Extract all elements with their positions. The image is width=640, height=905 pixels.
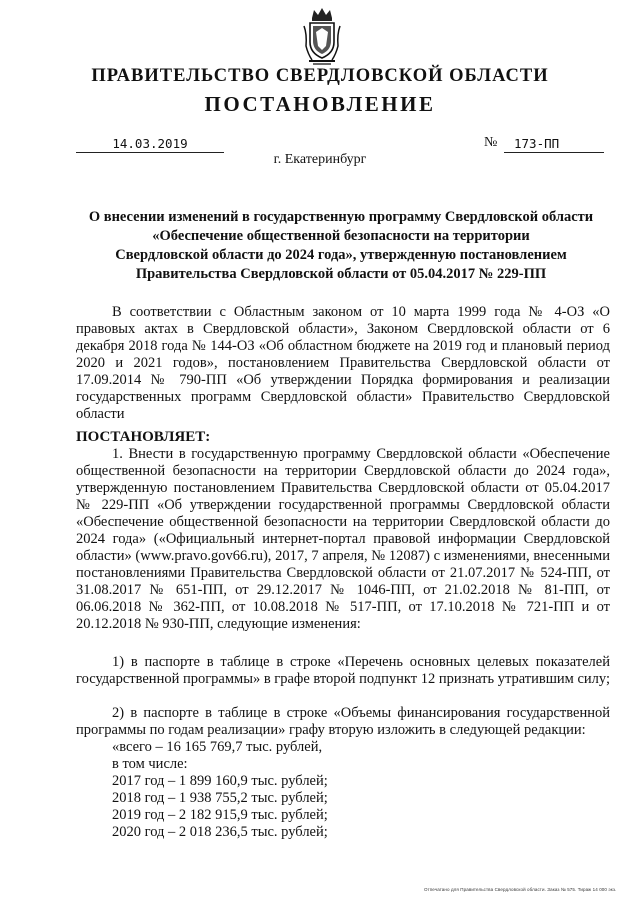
funding-line-2018: 2018 год – 1 938 755,2 тыс. рублей; — [112, 790, 328, 806]
funding-line-2020: 2020 год – 2 018 236,5 тыс. рублей; — [112, 824, 328, 840]
funding-line-2017: 2017 год – 1 899 160,9 тыс. рублей; — [112, 773, 328, 789]
funding-line-including: в том числе: — [112, 756, 188, 772]
decree-heading: ПОСТАНОВЛЯЕТ: — [76, 429, 211, 445]
document-type: ПОСТАНОВЛЕНИЕ — [204, 92, 436, 116]
document-date: 14.03.2019 — [76, 136, 224, 153]
organization-name: ПРАВИТЕЛЬСТВО СВЕРДЛОВСКОЙ ОБЛАСТИ — [91, 66, 549, 86]
subitem-2-paragraph: 2) в паспорте в таблице в строке «Объемы финансирования государственной программы по годам реализации» графу вторую изложить в следующей редакции: — [76, 705, 610, 738]
document-title: О внесении изменений в государственную программу Свердловской области «Обеспечение общественной безопасности на территории Свердловской области до 2024 года», утвержденную постановлением Правительства Свердловской области от 05.04.2017 № 229-ПП — [88, 209, 594, 282]
preamble-paragraph: В соответствии с Областным законом от 10 марта 1999 года № 4-ОЗ «О правовых актах в Свердловской области», Законом Свердловской области от 6 декабря 2018 года № 144-ОЗ «Об областном бюджете на 2019 год и плановый период 2020 и 2021 годов», постановлением Правительства Свердловской области от 17.09.2014 № 790-ПП «Об утверждении Порядка формирования и реализации государственных программ Свердловской области» Правительство Свердловской области — [76, 304, 610, 422]
funding-line-2019: 2019 год – 2 182 915,9 тыс. рублей; — [112, 807, 328, 823]
subitem-1-paragraph: 1) в паспорте в таблице в строке «Перечень основных целевых показателей государственной программы» в графе второй подпункт 12 признать утратившим силу; — [76, 654, 610, 687]
item-1-paragraph: 1. Внести в государственную программу Свердловской области «Обеспечение общественной безопасности на территории Свердловской области до 2024 года», утвержденную постановлением Правительства Свердловской области от 05.04.2017 № 229-ПП «Об утверждении государственной программы Свердловской области «Обеспечение общественной безопасности на территории Свердловской области до 2024 года» («Официальный интернет-портал правовой информации Свердловской области» (www.pravo.gov66.ru), 2017, 7 апреля, № 12087) с изменениями, внесенными постановлениями Правительства Свердловской области от 21.07.2017 № 524-ПП, от 31.08.2017 № 651-ПП, от 29.12.2017 № 1046-ПП, от 21.02.2018 № 81-ПП, от 06.06.2018 № 362-ПП, от 10.08.2018 № 517-ПП, от 17.10.2018 № 721-ПП и от 20.12.2018 № 930-ПП, следующие изменения: — [76, 446, 610, 632]
funding-line-total: «всего – 16 165 769,7 тыс. рублей, — [112, 739, 323, 755]
document-number: 173-ПП — [504, 136, 604, 153]
print-footer: Отпечатано для Правительства Свердловской области. Заказ № 575. Тираж 14 000 экз. — [424, 887, 617, 892]
city: г. Екатеринбург — [273, 152, 367, 167]
number-sign: № — [484, 135, 498, 150]
coat-of-arms-icon — [303, 6, 341, 66]
